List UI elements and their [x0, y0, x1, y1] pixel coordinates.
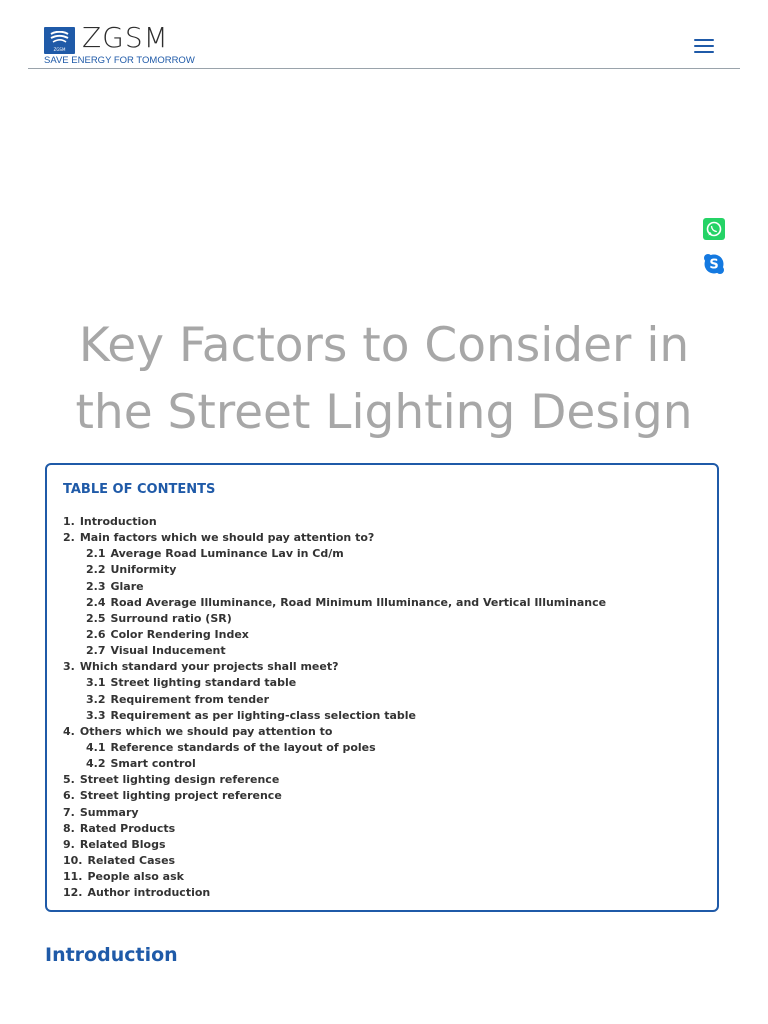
logo-wordmark: ZGSM — [82, 21, 169, 54]
toc-item[interactable] — [63, 869, 606, 885]
toc-item-label: Requirement as per lighting-class selection table — [110, 708, 416, 722]
toc-item-number: 3. — [63, 660, 75, 674]
toc-item[interactable] — [63, 740, 606, 756]
toc-item-number: 6. — [63, 789, 75, 803]
toc-item-label: Road Average Illuminance, Road Minimum Illuminance, and Vertical Illuminance — [110, 595, 607, 609]
toc-item-number: 2. — [63, 531, 75, 545]
toc-item-label: Author introduction — [87, 886, 211, 900]
toc-item-label: Reference standards of the layout of poles — [110, 740, 376, 754]
toc-item[interactable] — [63, 514, 606, 530]
toc-item-label: Average Road Luminance Lav in Cd/m — [110, 547, 344, 561]
header-divider — [28, 68, 740, 69]
toc-item-label: Summary — [79, 805, 139, 819]
toc-item-number: 2.3 — [86, 579, 106, 593]
toc-item[interactable] — [63, 643, 606, 659]
toc-item-number: 12. — [63, 886, 83, 900]
skype-icon[interactable] — [703, 253, 725, 275]
menu-bar — [694, 39, 714, 41]
toc-item-number: 2.7 — [86, 644, 106, 658]
toc-item[interactable] — [63, 821, 606, 837]
toc-item[interactable] — [63, 595, 606, 611]
toc-item-number: 7. — [63, 805, 75, 819]
toc-item-number: 4.1 — [86, 740, 106, 754]
logo-badge — [44, 27, 75, 54]
hamburger-menu-icon[interactable] — [692, 37, 716, 55]
toc-item[interactable] — [63, 788, 606, 804]
toc-item-number: 2.6 — [86, 627, 106, 641]
toc-item-number: 10. — [63, 853, 83, 867]
toc-item[interactable] — [63, 853, 606, 869]
toc-item[interactable] — [63, 692, 606, 708]
toc-item[interactable] — [63, 530, 606, 546]
whatsapp-icon[interactable] — [703, 218, 725, 240]
site-logo[interactable] — [44, 21, 204, 68]
menu-bar — [694, 51, 714, 53]
toc-list — [63, 514, 606, 901]
toc-item-label: Introduction — [79, 515, 157, 528]
toc-item-number: 3.3 — [86, 708, 106, 722]
toc-item-label: Street lighting project reference — [79, 789, 282, 803]
toc-item-label: Street lighting design reference — [79, 773, 280, 787]
toc-item-number: 2.4 — [86, 595, 106, 609]
logo-badge-text: ZGSM — [53, 47, 66, 52]
logo-tagline: SAVE ENERGY FOR TOMORROW — [44, 55, 195, 66]
toc-item[interactable] — [63, 885, 606, 901]
toc-item-label: Color Rendering Index — [110, 627, 249, 641]
toc-item-number: 11. — [63, 870, 83, 884]
toc-item-number: 2.5 — [86, 611, 106, 625]
toc-item-label: Uniformity — [110, 563, 177, 577]
toc-heading: TABLE OF CONTENTS — [63, 482, 216, 497]
toc-item-number: 3.1 — [86, 676, 106, 690]
article-title-line2: the Street Lighting Design — [75, 385, 693, 440]
toc-item-label: People also ask — [87, 870, 184, 884]
section-heading-introduction: Introduction — [45, 944, 178, 966]
toc-item-number: 1. — [63, 515, 75, 528]
toc-item[interactable] — [63, 579, 606, 595]
toc-item-number: 4. — [63, 724, 75, 738]
toc-item-number: 2.2 — [86, 563, 106, 577]
toc-item-number: 9. — [63, 837, 75, 851]
toc-item-label: Street lighting standard table — [110, 676, 297, 690]
svg-text:S: S — [709, 257, 719, 273]
toc-item-label: Main factors which we should pay attention to? — [79, 531, 375, 545]
toc-item-label: Requirement from tender — [110, 692, 270, 706]
toc-item[interactable] — [63, 611, 606, 627]
toc-item[interactable] — [63, 562, 606, 578]
toc-item-number: 8. — [63, 821, 75, 835]
toc-item-number: 4.2 — [86, 757, 106, 771]
site-header — [0, 0, 768, 68]
toc-item-label: Surround ratio (SR) — [110, 611, 232, 625]
article-title-line1: Key Factors to Consider in — [78, 318, 690, 373]
toc-item-label: Smart control — [110, 757, 196, 771]
menu-bar — [694, 45, 714, 47]
toc-item-label: Related Cases — [87, 853, 176, 867]
toc-item[interactable] — [63, 837, 606, 853]
toc-item[interactable] — [63, 708, 606, 724]
toc-item-label: Related Blogs — [79, 837, 166, 851]
article-title — [40, 312, 728, 446]
toc-item[interactable] — [63, 659, 606, 675]
toc-item-number: 3.2 — [86, 692, 106, 706]
toc-item[interactable] — [63, 546, 606, 562]
toc-item-label: Others which we should pay attention to — [79, 724, 333, 738]
toc-item-label: Glare — [110, 579, 144, 593]
toc-item[interactable] — [63, 756, 606, 772]
toc-item[interactable] — [63, 772, 606, 788]
toc-item[interactable] — [63, 675, 606, 691]
toc-item-number: 5. — [63, 773, 75, 787]
toc-item[interactable] — [63, 627, 606, 643]
toc-item-number: 2.1 — [86, 547, 106, 561]
toc-item-label: Visual Inducement — [110, 644, 226, 658]
table-of-contents — [45, 463, 719, 912]
toc-item-label: Rated Products — [79, 821, 176, 835]
toc-item-label: Which standard your projects shall meet? — [79, 660, 339, 674]
logo-swoosh-icon — [49, 31, 70, 44]
toc-item[interactable] — [63, 805, 606, 821]
toc-item[interactable] — [63, 724, 606, 740]
